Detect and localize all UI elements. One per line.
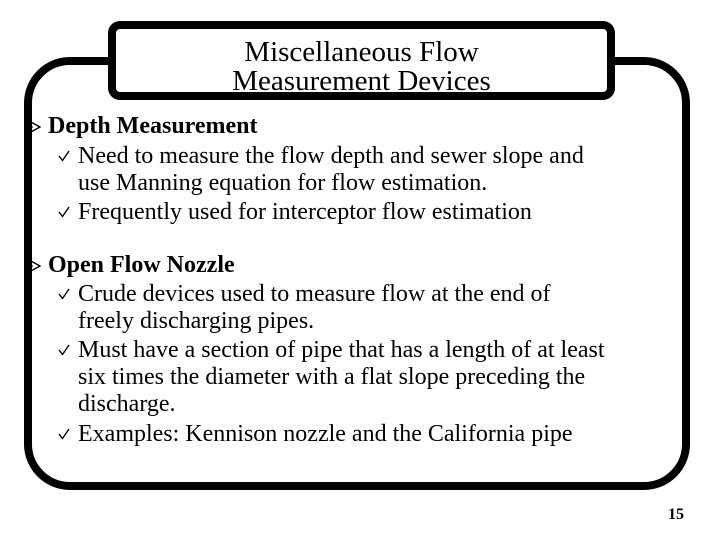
section-heading: Depth Measurement xyxy=(48,113,258,139)
item-line: Need to measure the flow depth and sewer slope and xyxy=(78,143,584,169)
checkmark-icon xyxy=(58,428,70,440)
item-line: six times the diameter with a flat slope preceding the xyxy=(78,364,586,390)
checkmark-icon xyxy=(58,288,70,300)
item-line: Examples: Kennison nozzle and the California pipe xyxy=(78,421,573,447)
item-line: Must have a section of pipe that has a length of at least xyxy=(78,337,605,363)
section-heading: Open Flow Nozzle xyxy=(48,252,235,278)
item-line: freely discharging pipes. xyxy=(78,308,315,334)
slide-title xyxy=(108,21,615,100)
title-line-2: Measurement Devices xyxy=(232,65,491,97)
item-line: discharge. xyxy=(78,391,176,417)
checkmark-icon xyxy=(58,206,70,218)
item-line: Frequently used for interceptor flow estimation xyxy=(78,199,532,225)
title-line-1: Miscellaneous Flow xyxy=(244,36,479,68)
checkmark-icon xyxy=(58,150,70,162)
checkmark-icon xyxy=(58,344,70,356)
item-line: Crude devices used to measure flow at the end of xyxy=(78,281,551,307)
arrowhead-icon xyxy=(28,120,41,134)
item-line: use Manning equation for flow estimation. xyxy=(78,170,488,196)
page-number: 15 xyxy=(668,506,684,523)
arrowhead-icon xyxy=(28,259,41,273)
